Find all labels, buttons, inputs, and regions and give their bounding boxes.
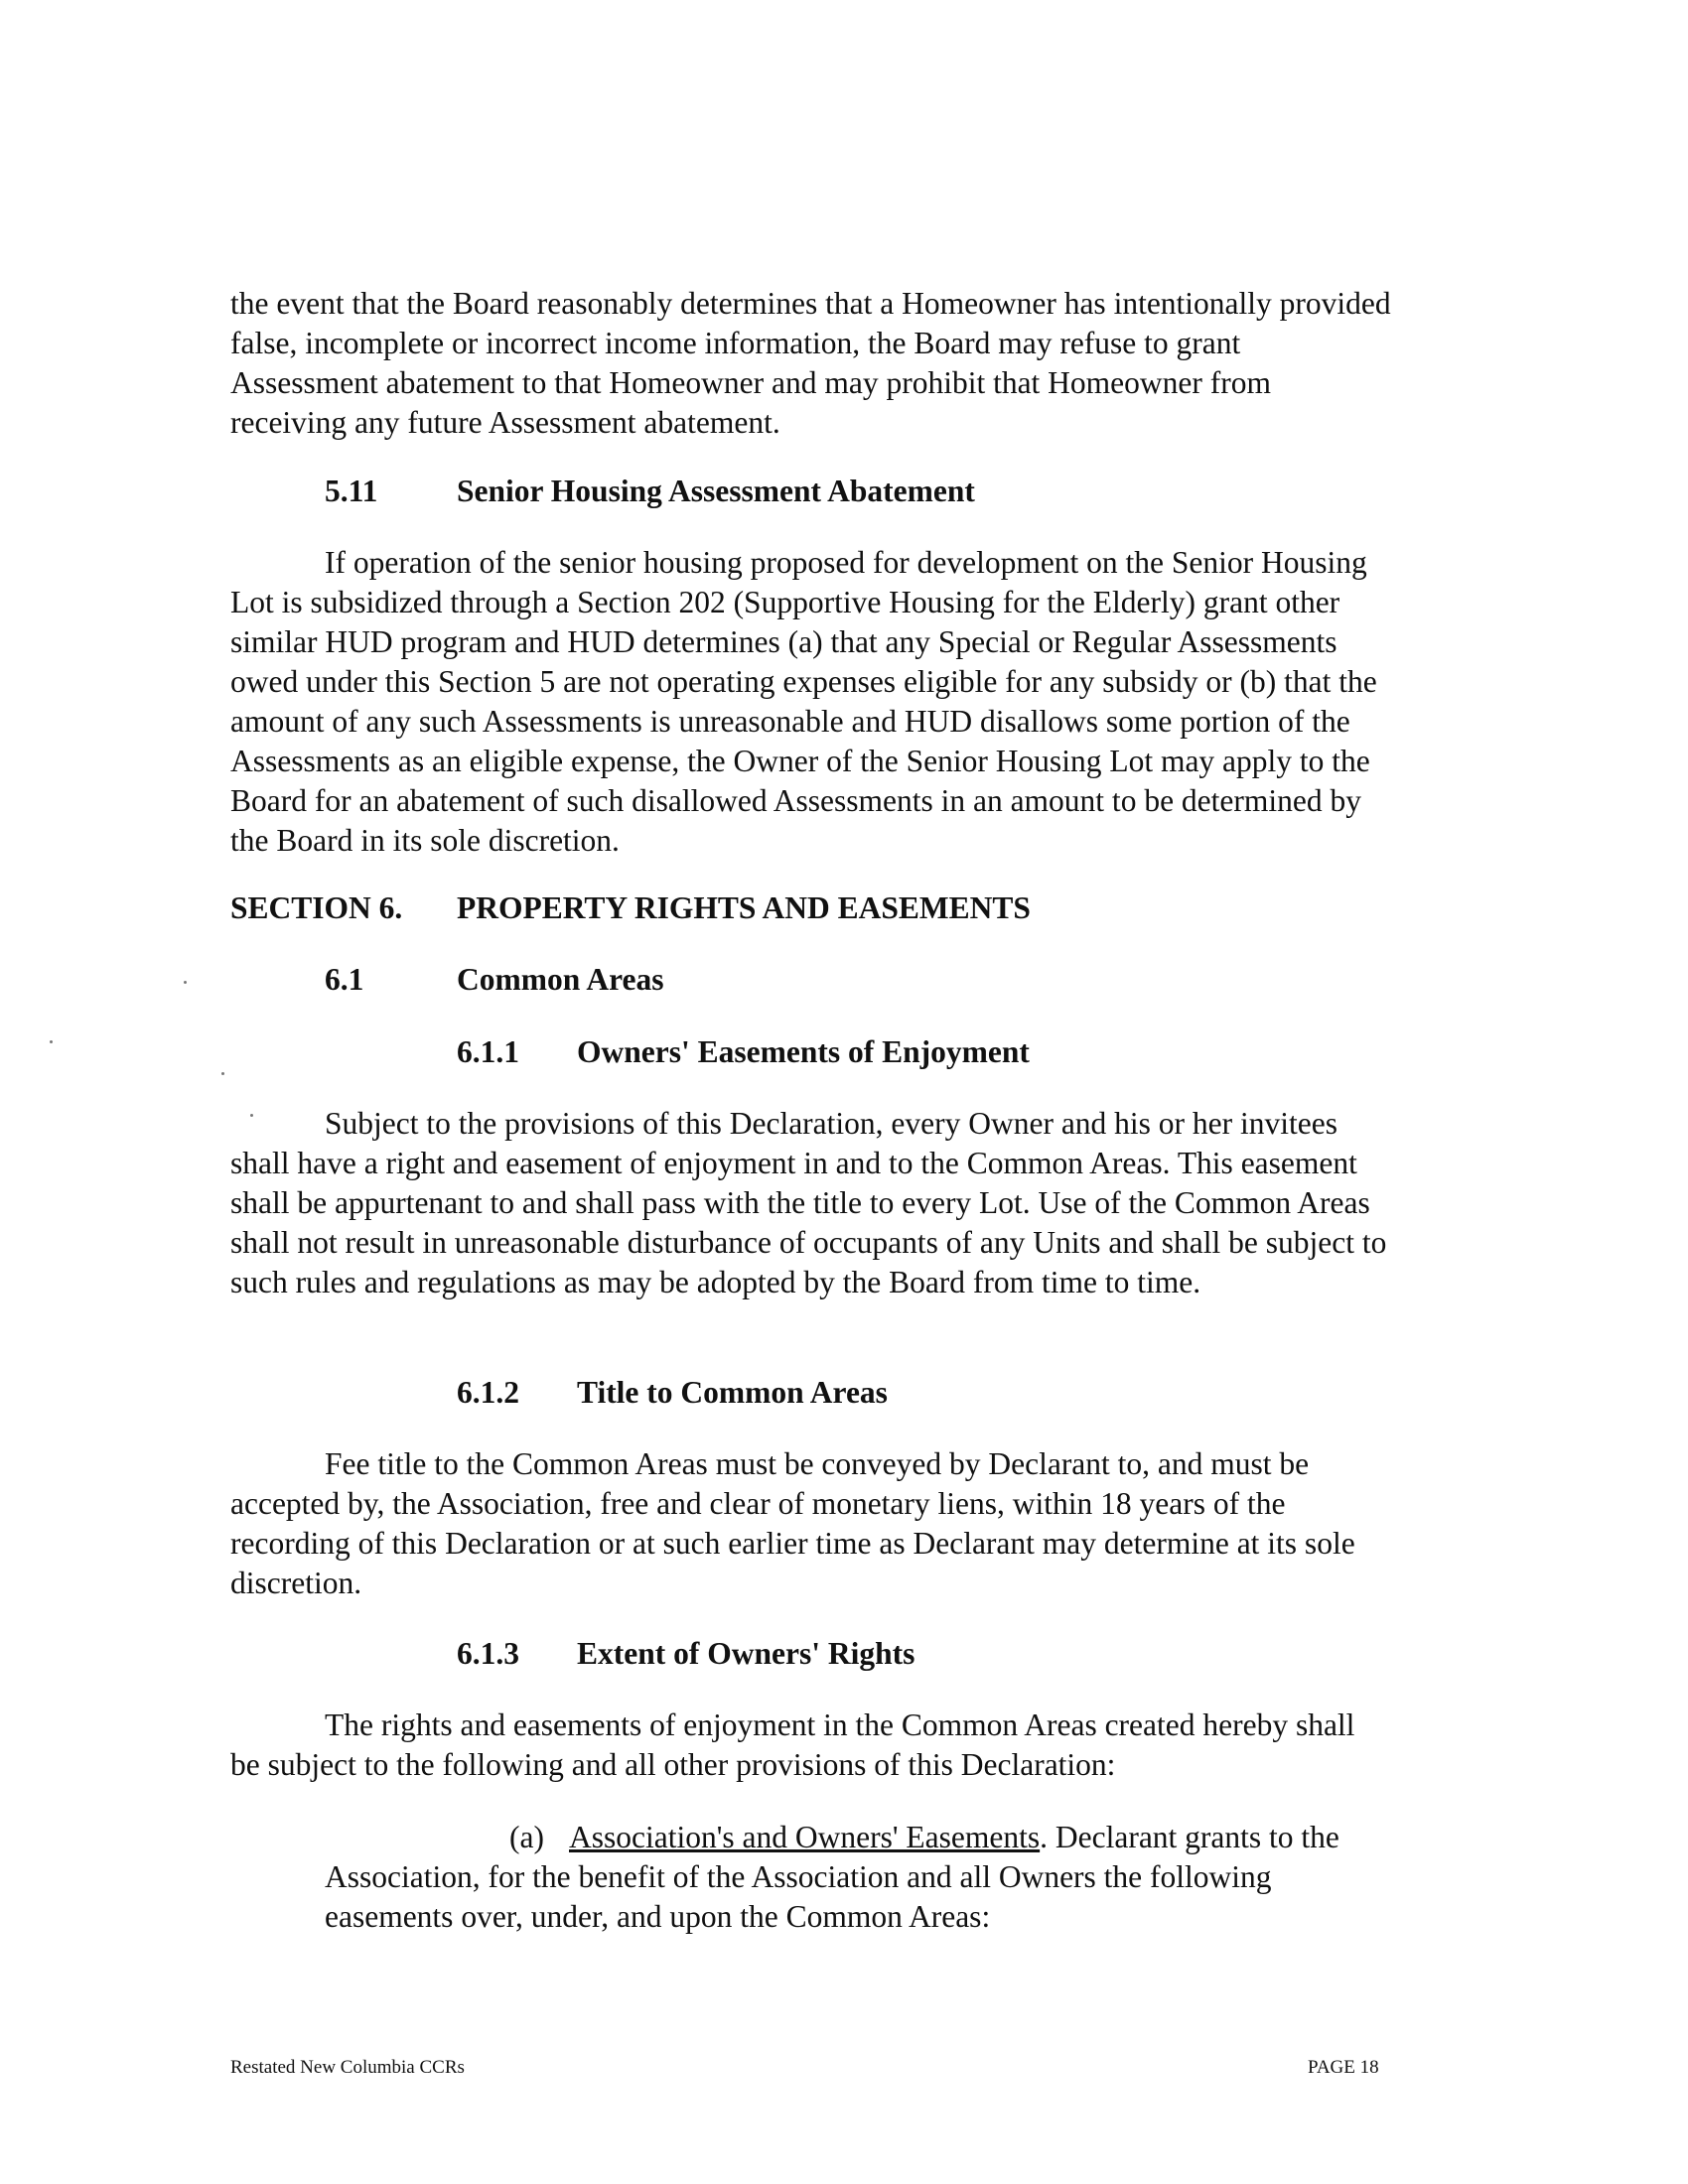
- heading-title: Common Areas: [457, 962, 664, 997]
- item-a-label: (a): [509, 1820, 544, 1854]
- item-a-paragraph: [325, 1818, 1397, 1937]
- continuation-paragraph: the event that the Board reasonably determines that a Homeowner has intentionally provided false, incomplete or incorrect income information, the Board may refuse to grant Assessment abatement to that Homeowner and may prohibit that Homeowner from receiving any future Assessment abatement.: [230, 286, 1391, 440]
- item-a-title: Association's and Owners' Easements: [569, 1820, 1041, 1854]
- item-a-text-rest: the Association, for the benefit of the Association and all Owners the following easements over, under, and upon the Common Areas:: [325, 1820, 1339, 1934]
- footer-page-number: PAGE 18: [1308, 2057, 1379, 2078]
- heading-section-6: [230, 888, 1031, 928]
- heading-number: 6.1.3: [457, 1636, 519, 1671]
- section-6-1-2-body: Fee title to the Common Areas must be conveyed by Declarant to, and must be accepted by, the Association, free and clear of monetary liens, within 18 years of the recording of this Declaration or at such earlier time as Declarant may determine at its sole discretion.: [230, 1446, 1355, 1600]
- heading-5-11: [325, 472, 975, 511]
- scan-speck: [250, 1114, 253, 1117]
- heading-6-1-3: [457, 1634, 914, 1674]
- heading-6-1-1: [457, 1032, 1030, 1072]
- heading-6-1: [325, 960, 664, 1000]
- heading-number: 5.11: [325, 474, 378, 508]
- heading-number: 6.1: [325, 962, 364, 997]
- heading-title: Senior Housing Assessment Abatement: [457, 474, 975, 508]
- heading-title: Owners' Easements of Enjoyment: [577, 1034, 1030, 1069]
- scan-speck: [184, 981, 187, 984]
- scan-speck: [50, 1040, 53, 1043]
- heading-number: SECTION 6.: [230, 890, 403, 925]
- item-a-text-line1: . Declarant grants to: [1040, 1820, 1294, 1854]
- heading-title: Extent of Owners' Rights: [577, 1636, 915, 1671]
- footer-left: Restated New Columbia CCRs: [230, 2057, 465, 2078]
- heading-title: Title to Common Areas: [577, 1375, 888, 1410]
- section-5-11-body: If operation of the senior housing proposed for development on the Senior Housing Lot is subsidized through a Section 202 (Supportive Housing for the Elderly) grant other similar HUD program and HUD determines (a) that any Special or Regular Assessments owed under this Section 5 are not operating expenses eligible for any subsidy or (b) that the amount of any such Assessments is unreasonable and HUD disallows some portion of the Assessments as an eligible expense, the Owner of the Senior Housing Lot may apply to the Board for an abatement of such disallowed Assessments in an amount to be determined by the Board in its sole discretion.: [230, 545, 1377, 858]
- heading-6-1-2: [457, 1373, 888, 1413]
- section-6-1-3-body: The rights and easements of enjoyment in the Common Areas created hereby shall be subject to the following and all other provisions of this Declaration:: [230, 1707, 1355, 1782]
- heading-title: PROPERTY RIGHTS AND EASEMENTS: [457, 890, 1031, 925]
- heading-number: 6.1.2: [457, 1375, 519, 1410]
- scan-speck: [221, 1072, 224, 1075]
- section-6-1-1-body: Subject to the provisions of this Declaration, every Owner and his or her invitees shall have a right and easement of enjoyment in and to the Common Areas. This easement shall be appurtenant to and shall pass with the title to every Lot. Use of the Common Areas shall not result in unreasonable disturbance of occupants of any Units and shall be subject to such rules and regulations as may be adopted by the Board from time to time.: [230, 1106, 1387, 1299]
- heading-number: 6.1.1: [457, 1034, 519, 1069]
